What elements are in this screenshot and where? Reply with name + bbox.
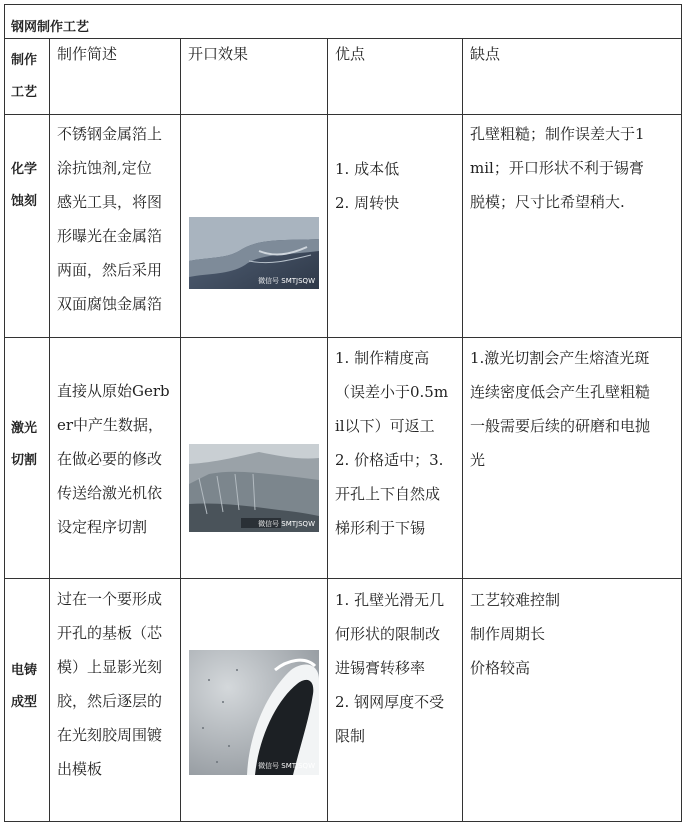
row-process-electroform: 电铸 成型 [11, 663, 38, 710]
row-description-laser: 直接从原始Gerb er中产生数据， 在做必要的修改 传送给激光机依 设定程序切割 [57, 382, 170, 536]
row-pros-electroform: 1. 孔壁光滑无几 何形状的限制改 进锡膏转移率 2. 钢网厚度不受 限制 [335, 591, 445, 745]
row-cons-electroform: 工艺较难控制 制作周期长 价格较高 [470, 591, 561, 677]
header-cons: 缺点 [470, 45, 501, 63]
process-table [4, 4, 682, 822]
watermark-electroform: 微信号 SMTJSQW [258, 762, 315, 770]
row-process-laser: 激光 切割 [11, 421, 38, 468]
electroform-photo-graphic [189, 650, 319, 775]
watermark-etching: 微信号 SMTJSQW [258, 277, 315, 285]
header-pros: 优点 [335, 45, 366, 63]
row-pros-etching: 1. 成本低 2. 周转快 [335, 160, 400, 212]
electroform-photo [189, 650, 319, 775]
etching-photo [189, 217, 319, 289]
laser-photo [189, 444, 319, 532]
row-cons-etching: 孔壁粗糙；制作误差大于1 mil；开口形状不利于锡膏 脱模；尺寸比希望稍大. [470, 125, 645, 211]
watermark-laser: 微信号 SMTJSQW [258, 520, 315, 528]
header-description: 制作简述 [57, 45, 118, 63]
row-process-etching: 化学 蚀刻 [11, 162, 38, 209]
row-cons-laser: 1.激光切割会产生熔渣光斑 连续密度低会产生孔壁粗糙 一般需要后续的研磨和电抛 光 [470, 349, 651, 469]
row-description-etching: 不锈钢金属箔上 涂抗蚀剂,定位 感光工具，将图 形曝光在金属箔 两面，然后采用 双面腐蚀金属箔 [57, 125, 163, 313]
header-effect: 开口效果 [188, 45, 249, 63]
header-process: 制作 工艺 [11, 53, 38, 100]
row-pros-laser: 1. 制作精度高 （误差小于0.5m il以下）可返工 2. 价格适中；3. 开孔上下自然成 梯形利于下锡 [335, 349, 449, 537]
table-title: 钢网制作工艺 [11, 20, 90, 35]
row-description-electroform: 过在一个要形成 开孔的基板（芯 模）上显影光刻 胶，然后逐层的 在光刻胶周围镀 出模板 [57, 590, 163, 778]
